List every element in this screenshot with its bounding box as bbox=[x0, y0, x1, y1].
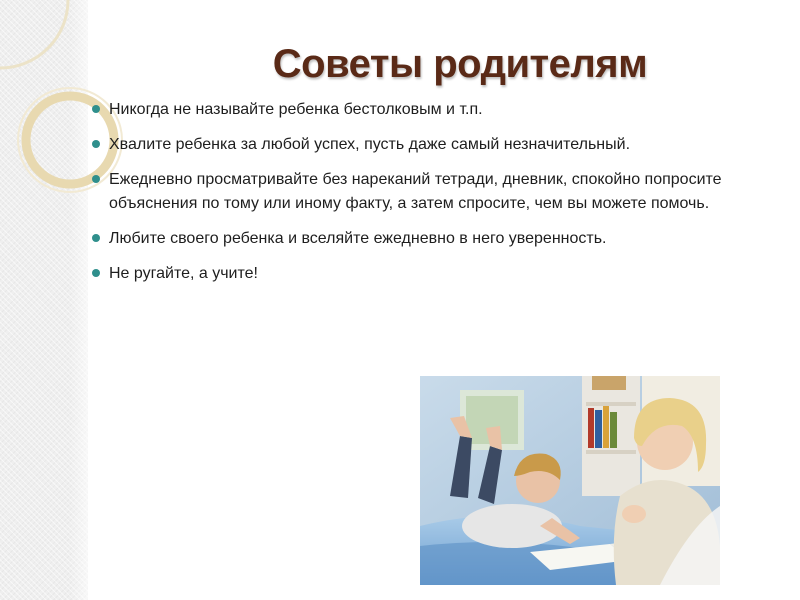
advice-item bbox=[90, 98, 780, 122]
advice-text: Любите своего ребенка и вселяйте ежедневно в него уверенность. bbox=[109, 230, 607, 247]
advice-text: Ежедневно просматривайте без нареканий тетради, дневник, спокойно попросите объяснения по тому или иному факту, а затем спросите, чем вы можете помочь. bbox=[109, 171, 722, 212]
bullet-dot-icon bbox=[92, 269, 100, 277]
advice-text: Не ругайте, а учите! bbox=[109, 265, 258, 282]
advice-item bbox=[90, 133, 780, 157]
bullet-dot-icon bbox=[92, 105, 100, 113]
photo-illustration bbox=[420, 376, 720, 585]
advice-text: Хвалите ребенка за любой успех, пусть даже самый незначительный. bbox=[109, 136, 631, 153]
bullet-dot-icon bbox=[92, 175, 100, 183]
slide-title: Советы родителям bbox=[272, 42, 648, 86]
advice-list bbox=[90, 98, 780, 297]
advice-text: Никогда не называйте ребенка бестолковым и т.п. bbox=[109, 101, 483, 118]
advice-item bbox=[90, 227, 780, 251]
mother-and-child-photo bbox=[420, 376, 720, 585]
bullet-dot-icon bbox=[92, 140, 100, 148]
advice-item bbox=[90, 168, 780, 216]
bullet-dot-icon bbox=[92, 234, 100, 242]
advice-item bbox=[90, 262, 780, 286]
